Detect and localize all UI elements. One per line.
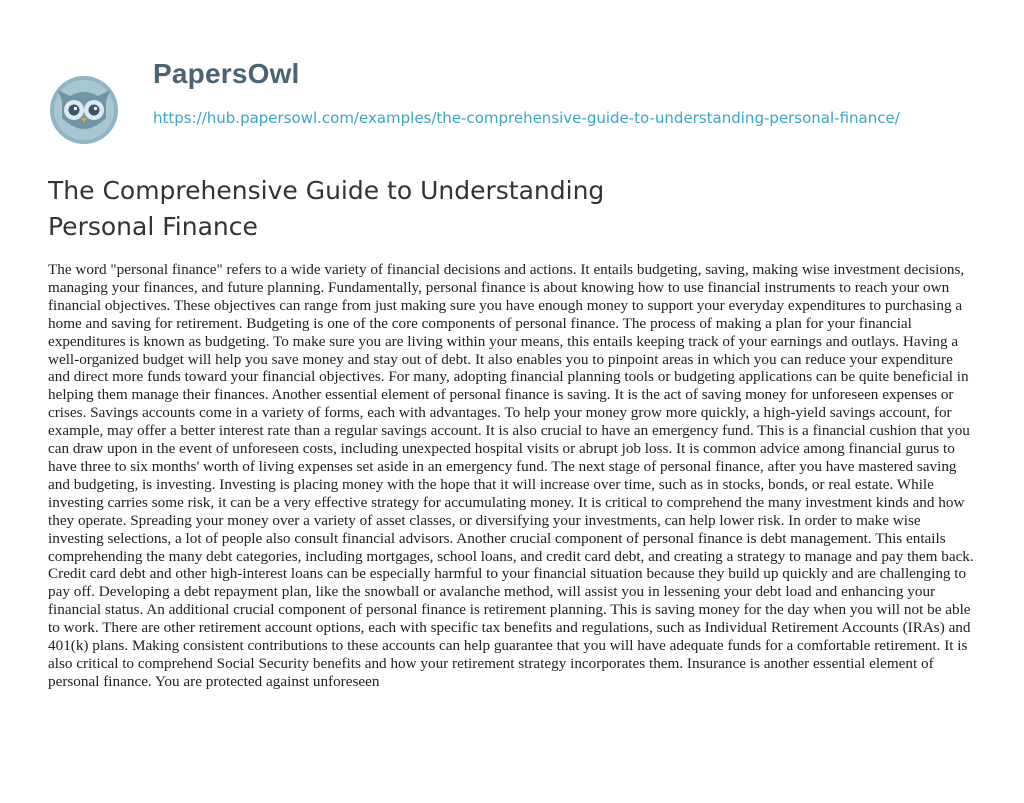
page-title: The Comprehensive Guide to Understanding Personal Finance	[48, 176, 605, 241]
owl-logo-icon	[48, 74, 120, 146]
article-body: The word "personal finance" refers to a wide variety of financial decisions and actions. It entails budgeting, saving, making wise investment decisions, managing your finances, and future planning. Fundamentally, personal finance is about knowing how to use financial instruments to reach your own financial objectives. These objectives can range from just making sure you have enough money to support your everyday expenditures to purchasing a home and saving for retirement. Budgeting is one of the core components of personal finance. The process of making a plan for your financial expenditures is known as budgeting. To make sure you are living within your means, this entails keeping track of your earnings and outlays. Having a well-organized budget will help you save money and stay out of debt. It also enables you to pinpoint areas in which you can reduce your expenditure and direct more funds toward your financial objectives. For many, adopting financial planning tools or budgeting applications can be quite beneficial in helping them manage their finances. Another essential element of personal finance is saving. It is the act of saving money for unforeseen expenses or crises. Savings accounts come in a variety of forms, each with advantages. To help your money grow more quickly, a high-yield savings account, for example, may offer a better interest rate than a regular savings account. It is also crucial to have an emergency fund. This is a financial cushion that you can draw upon in the event of unforeseen costs, including unexpected hospital visits or abrupt job loss. It is common advice among financial gurus to have three to six months' worth of living expenses set aside in an emergency fund. The next stage of personal finance, after you have mastered saving and budgeting, is investing. Investing is placing money with the hope that it will increase over time, such as in stocks, bonds, or real estate. While investing carries some risk, it can be a very effective strategy for accumulating money. It is critical to comprehend the many investment kinds and how they operate. Spreading your money over a variety of asset classes, or diversifying your investments, can help lower risk. In order to make wise investing selections, a lot of people also consult financial advisors. Another crucial component of personal finance is debt management. This entails comprehending the many debt categories, including mortgages, school loans, and credit card debt, and creating a strategy to manage and pay them back. Credit card debt and other high-interest loans can be especially harmful to your financial situation because they build up quickly and are challenging to pay off. Developing a debt repayment plan, like the snowball or avalanche method, will assist you in lessening your debt load and enhancing your financial status. An additional crucial component of personal finance is retirement planning. This is saving money for the day when you will not be able to work. There are other retirement account options, each with specific tax benefits and regulations, such as Individual Retirement Accounts (IRAs) and 401(k) plans. Making consistent contributions to these accounts can help guarantee that you will have adequate funds for a comfortable retirement. It is also critical to comprehend Social Security benefits and how your retirement strategy incorporates them. Insurance is another essential element of personal finance. You are protected against unforeseen	[48, 261, 974, 690]
document-header	[40, 52, 990, 152]
brand-name: PapersOwl	[153, 58, 300, 89]
source-url-link[interactable]: https://hub.papersowl.com/examples/the-comprehensive-guide-to-understanding-personal-finance/	[153, 109, 900, 127]
